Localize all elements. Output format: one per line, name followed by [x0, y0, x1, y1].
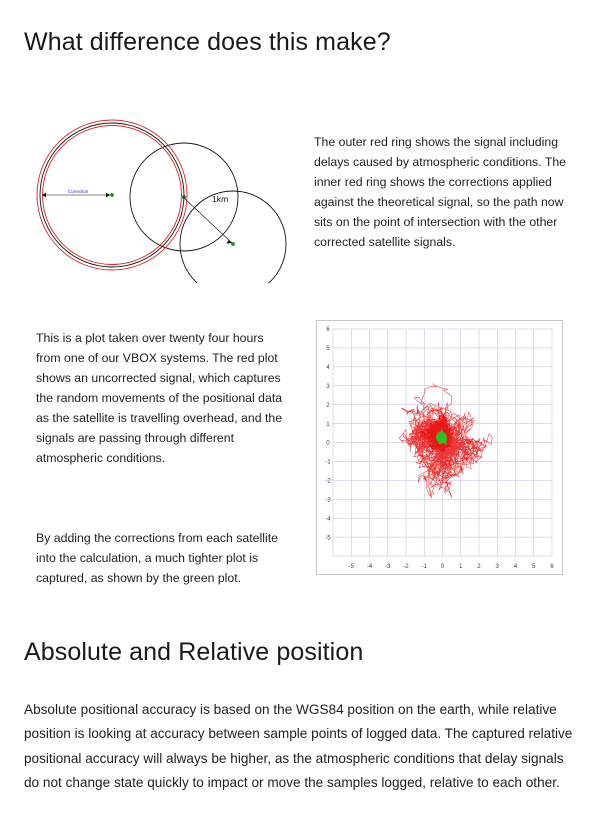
svg-text:4: 4	[513, 563, 518, 570]
absolute-relative-text: Absolute positional accuracy is based on the WGS84 position on the earth, while relative position is looking at accuracy between sample points of logged data. The captured relative positional accuracy will always be higher, as the atmospheric conditions that delay signals do not change state quickly to impact or move the samples logged, relative to each other.	[24, 701, 573, 791]
position-scatter-chart	[316, 320, 563, 575]
svg-text:1: 1	[326, 420, 330, 428]
correction-label: Correction	[68, 189, 89, 194]
distance-label: 1km	[212, 194, 229, 204]
plot-explanation-text: This is a plot taken over twenty four hours from one of our VBOX systems. The red plot shows an uncorrected signal, which captures the random movements of the positional data as the satellite is travelling overhead, and the signals are passing through different atmospheric conditions.	[36, 331, 283, 466]
ring-explanation-text: The outer red ring shows the signal including delays caused by atmospheric conditions. The inner red ring shows the corrections applied against the theoretical signal, so the path now sits on the point of intersection with the other corrected satellite signals.	[314, 135, 567, 250]
svg-text:0: 0	[326, 439, 330, 447]
svg-text:0: 0	[440, 563, 445, 570]
svg-text:-2: -2	[403, 563, 409, 570]
svg-text:-2: -2	[325, 477, 331, 485]
svg-text:3: 3	[326, 382, 330, 390]
svg-text:-5: -5	[325, 534, 331, 542]
section-title-absolute-relative: Absolute and Relative position	[24, 638, 364, 666]
svg-text:5: 5	[532, 563, 536, 570]
svg-text:3: 3	[495, 563, 499, 570]
page-title: What difference does this make?	[24, 28, 391, 56]
svg-text:2: 2	[326, 401, 330, 409]
svg-text:6: 6	[550, 563, 554, 570]
svg-text:-4: -4	[366, 563, 373, 570]
svg-text:-5: -5	[348, 563, 355, 570]
green-plot-text: By adding the corrections from each satellite into the calculation, a much tighter plot is captured, as shown by the green plot.	[36, 531, 278, 586]
svg-text:6: 6	[326, 326, 330, 334]
svg-text:-1: -1	[421, 563, 428, 570]
svg-text:1: 1	[459, 563, 463, 570]
svg-text:5: 5	[326, 345, 330, 353]
svg-text:-1: -1	[325, 458, 331, 466]
svg-text:-3: -3	[325, 496, 331, 504]
satellite-correction-diagram	[20, 78, 305, 283]
svg-text:-3: -3	[384, 563, 391, 570]
svg-text:-4: -4	[325, 515, 331, 523]
svg-text:4: 4	[326, 364, 330, 372]
svg-text:2: 2	[477, 563, 481, 570]
